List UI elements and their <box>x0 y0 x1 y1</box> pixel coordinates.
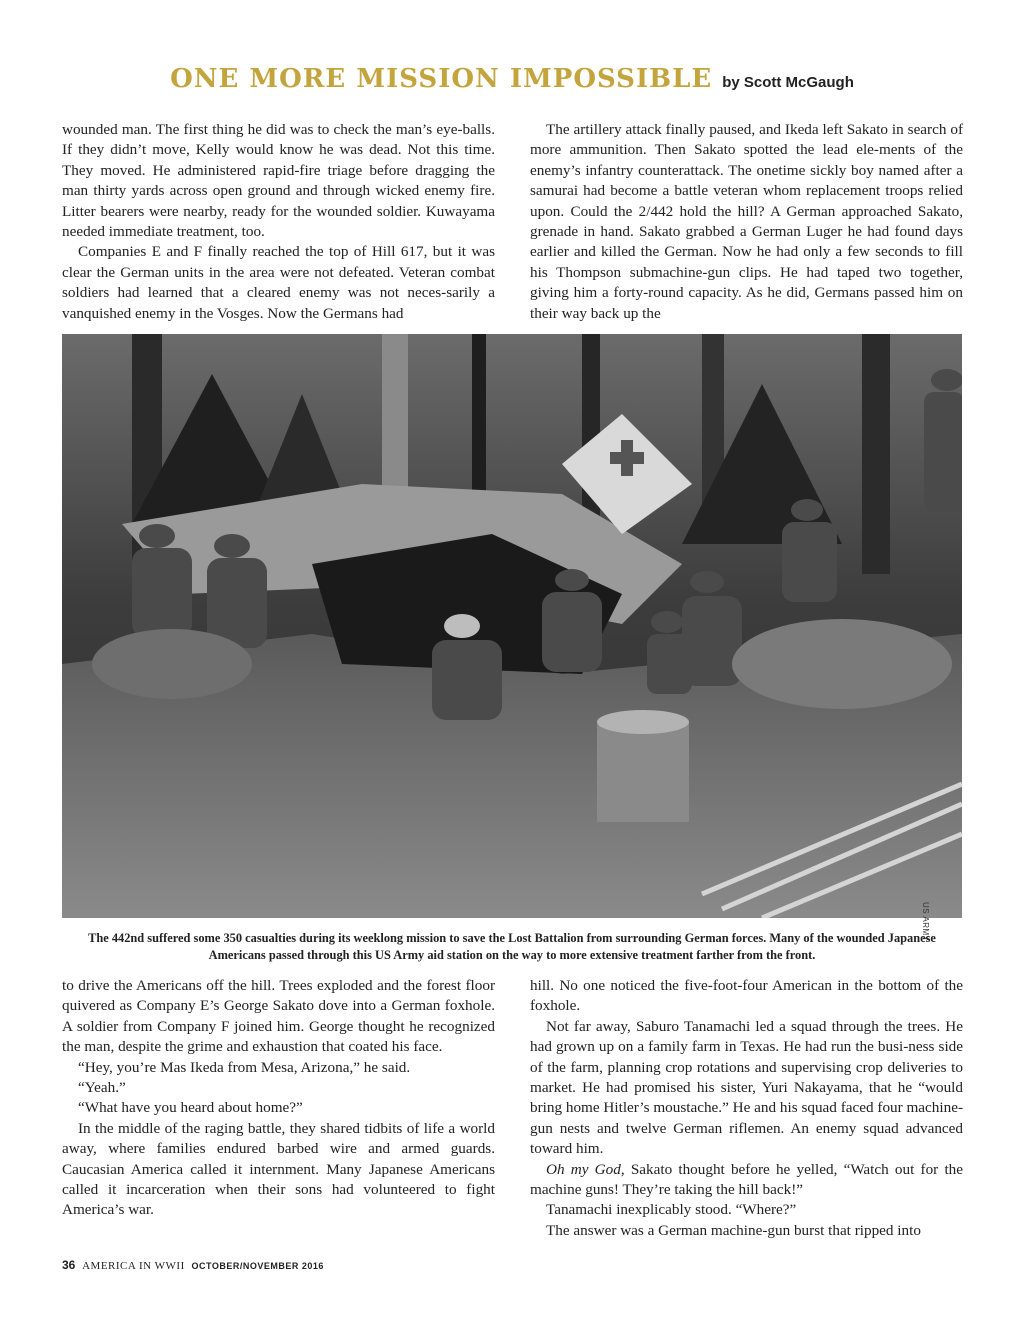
emphasis-text: Oh my God <box>546 1160 621 1178</box>
paragraph: Not far away, Saburo Tanamachi led a squad through the trees. He had grown up on a family farm in Texas. He had run the busi-ness side of the farm, planning crop rotations and supervising crop deliveries to market. He had promised his sister, Yuri Nakayama, that he “would bring home Hitler’s moustache.” He and his squad faced four machine-gun nests and twelve German riflemen. An enemy squad advanced toward him. <box>530 1017 963 1158</box>
issue-date: OCTOBER/NOVEMBER 2016 <box>191 1261 324 1271</box>
photo-illustration <box>62 334 962 918</box>
article-byline: by Scott McGaugh <box>722 74 854 91</box>
page-footer <box>62 1258 324 1272</box>
column-top-right <box>530 120 963 324</box>
column-bottom-left <box>62 976 495 1221</box>
paragraph: to drive the Americans off the hill. Trees exploded and the forest floor quivered as Company E’s George Sakato dove into a German foxhole. A soldier from Company F joined him. George thought he recognized the man, despite the grime and exhaustion that coated his face. <box>62 977 495 1056</box>
column-bottom-right <box>530 976 963 1241</box>
paragraph: Oh my God, Sakato thought before he yelled, “Watch out for the machine guns! They’re taking the hill back!” <box>530 1160 963 1199</box>
photo-credit: US ARMY <box>921 902 930 942</box>
paragraph: “Yeah.” <box>78 1079 126 1097</box>
paragraph: The artillery attack finally paused, and Ikeda left Sakato in search of more ammunition. Then Sakato spotted the lead ele-ments of the enemy’s infantry counterattack. The onetime sickly boy named after a samurai had become a battle veteran whom replacement troops relied upon. Could the 2/442 hold the hill? A German approached Sakato, grenade in hand. Sakato grabbed a German Luger he had found days earlier and killed the German. Now he had only a few seconds to fill his Thompson submachine-gun clips. He had taped two together, giving him a forty-round capacity. As he did, Germans passed him on their way back up the <box>530 121 963 322</box>
paragraph: hill. No one noticed the five-foot-four American in the bottom of the foxhole. <box>530 977 963 1015</box>
aid-station-photo <box>62 334 962 918</box>
paragraph: The answer was a German machine-gun burst that ripped into <box>546 1221 921 1239</box>
article-header <box>0 64 1024 94</box>
paragraph: wounded man. The first thing he did was to check the man’s eye-balls. If they didn’t move, Kelly would know he was dead. Not this time. They moved. He administered rapid-fire triage before dragging the man thirty yards across open ground and through wicked enemy fire. Litter bearers were nearby, ready for the wounded soldier. Kuwayama needed immediate treatment, too. <box>62 121 495 241</box>
paragraph: “What have you heard about home?” <box>78 1099 303 1117</box>
photo-caption: The 442nd suffered some 350 casualties during its weeklong mission to save the Lost Battalion from surrounding German forces. Many of the wounded Japanese Americans passed through this US Army aid station on the way to more extensive treatment farther from the front. <box>88 931 936 962</box>
paragraph: “Hey, you’re Mas Ikeda from Mesa, Arizona,” he said. <box>78 1058 411 1076</box>
page-number: 36 <box>62 1258 76 1272</box>
article-title: ONE MORE MISSION IMPOSSIBLE <box>170 64 713 94</box>
paragraph: Tanamachi inexplicably stood. “Where?” <box>546 1201 797 1219</box>
paragraph: Companies E and F finally reached the top of Hill 617, but it was clear the German units in the area were not defeated. Veteran combat soldiers had learned that a cleared enemy was not neces-sarily a vanquished enemy in the Vosges. Now the Germans had <box>62 243 495 322</box>
column-top-left <box>62 120 495 324</box>
magazine-name: AMERICA IN WWII <box>82 1260 185 1272</box>
paragraph: In the middle of the raging battle, they shared tidbits of life a world away, where families endured barbed wire and armed guards. Caucasian America called it internment. Many Japanese Americans called it incarceration when their sons had volunteered to fight America’s war. <box>62 1119 495 1219</box>
